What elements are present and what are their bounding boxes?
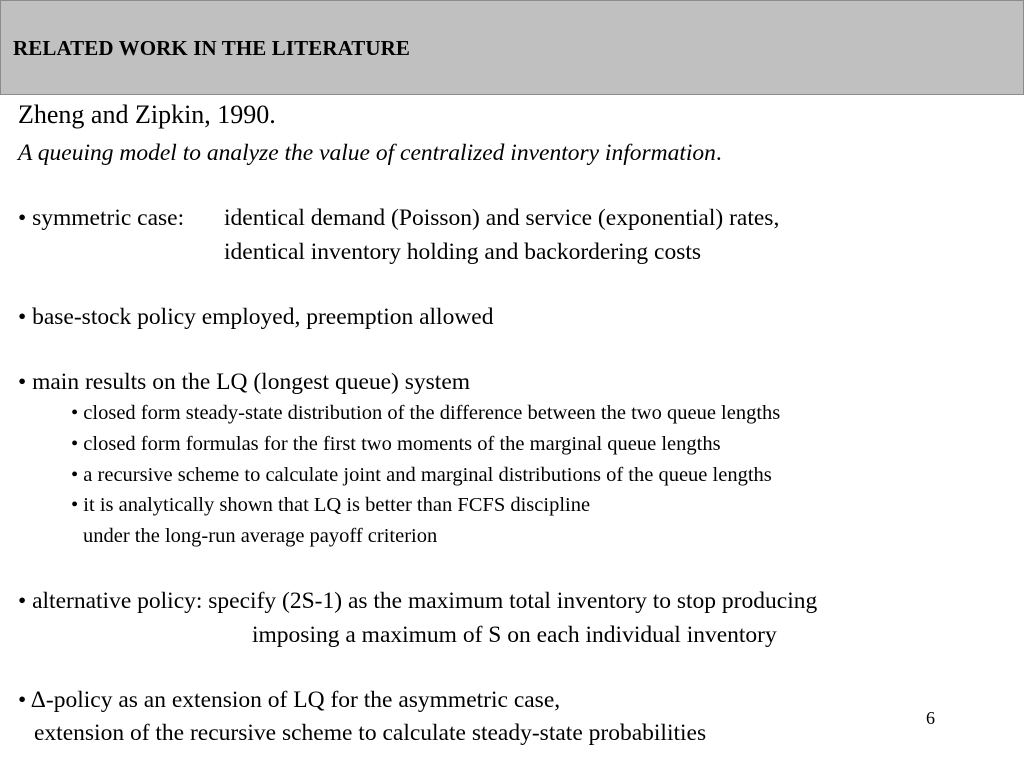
bullet-symmetric-line2: identical inventory holding and backordering costs [224, 239, 702, 265]
bullet-alternative-policy-continued: imposing a maximum of S on each individual inventory [252, 622, 777, 648]
page-number: 6 [926, 708, 935, 728]
bullet-main-results: • main results on the LQ (longest queue) system [18, 369, 471, 395]
slide-title: RELATED WORK IN THE LITERATURE [13, 36, 411, 60]
bullet-alternative-policy: • alternative policy: specify (2S-1) as the maximum total inventory to stop producing [18, 588, 818, 614]
sub-bullet-lq-better: • it is analytically shown that LQ is better than FCFS discipline [71, 494, 591, 516]
sub-bullet-moments: • closed form formulas for the first two moments of the marginal queue lengths [71, 433, 721, 455]
reference-title-end: . [715, 140, 722, 166]
sub-bullet-recursive-scheme: • a recursive scheme to calculate joint and marginal distributions of the queue lengths [71, 464, 772, 486]
sub-bullet-lq-better-continued: under the long-run average payoff criterion [83, 525, 438, 547]
bullet-base-stock: • base-stock policy employed, preemption allowed [18, 304, 494, 330]
reference-authors-year: Zheng and Zipkin, 1990. [18, 100, 276, 129]
bullet-delta-policy-continued: extension of the recursive scheme to calculate steady-state probabilities [34, 720, 707, 746]
sub-bullet-steady-state: • closed form steady-state distribution of the difference between the two queue lengths [71, 402, 781, 424]
slide-header [0, 0, 1024, 95]
reference-paper-title: A queuing model to analyze the value of centralized inventory information [18, 140, 716, 166]
reference-paper-title-line [18, 140, 722, 167]
bullet-delta-policy: • Δ-policy as an extension of LQ for the asymmetric case, [18, 687, 561, 713]
bullet-symmetric-line1: identical demand (Poisson) and service (exponential) rates, [224, 205, 780, 231]
bullet-symmetric-label: • symmetric case: [18, 205, 185, 231]
